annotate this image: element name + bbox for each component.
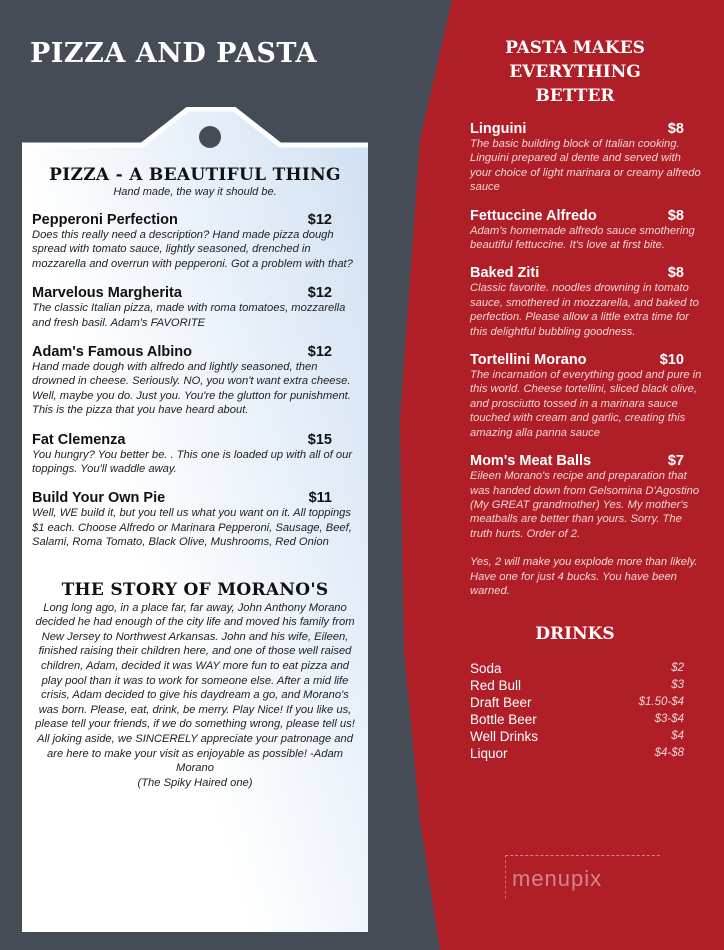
drink-price: $3 — [671, 679, 684, 692]
menu-item-header — [470, 208, 684, 224]
drink-row — [470, 660, 684, 677]
pasta-section — [470, 36, 702, 762]
menu-item — [470, 121, 702, 195]
menu-item-description: The basic building block of Italian cooking. Linguini prepared al dente and served with your choice of light marinara or creamy alfredo sauce — [470, 138, 701, 194]
menu-item-header — [470, 265, 684, 281]
menu-item-price: $12 — [307, 285, 332, 302]
drinks-heading: DRINKS — [535, 624, 615, 645]
pizza-subtitle: Hand made, the way it should be. — [113, 186, 277, 198]
drink-row — [470, 728, 684, 745]
menu-item-name: Linguini — [470, 121, 527, 137]
menu-item-price: $8 — [667, 207, 684, 224]
menu-item-description: Classic favorite. noodles drowning in tomato sauce, smothered in mozzarella, and baked to perfection. Please allow a little extra time for this delightful bubbling goodness. — [470, 282, 699, 338]
menu-item — [32, 490, 358, 549]
drink-name: Red Bull — [470, 678, 522, 694]
drink-name: Well Drinks — [470, 729, 539, 745]
menu-item-header — [32, 432, 332, 448]
story-signature: (The Spiky Haired one) — [137, 776, 253, 789]
menu-item-name: Tortellini Morano — [470, 352, 587, 369]
drink-name: Soda — [470, 661, 502, 677]
menu-item-name: Pepperoni Perfection — [32, 212, 178, 228]
menu-item-header — [32, 490, 332, 506]
menu-item-name: Adam's Famous Albino — [32, 344, 193, 361]
menu-item-price: $10 — [659, 352, 684, 369]
menu-item-name: Build Your Own Pie — [32, 490, 166, 507]
menu-item — [470, 352, 702, 440]
menu-item-name: Fat Clemenza — [32, 431, 126, 448]
drink-price: $4 — [671, 730, 684, 743]
menu-item-name: Marvelous Margherita — [32, 285, 182, 302]
drink-name: Bottle Beer — [470, 712, 537, 728]
menu-item-description: The classic Italian pizza, made with roma tomatoes, mozzarella and fresh basil. Adam's FAVORITE — [32, 302, 346, 329]
menu-item — [32, 344, 358, 418]
menu-item-name: Baked Ziti — [470, 265, 540, 282]
drink-row — [470, 745, 684, 762]
story-text: Long long ago, in a place far, far away, John Anthony Morano decided he had enough of the city life and moved his family from New Jersey to Northwest Arkansas. John and his wife, Eileen, finished raising their children here, and one of those well raised children, Adam, decided it was WAY more fun to eat pizza and play pool than it was to work for someone else. After a mid life crisis, Adam decided to give his daydream a go, and Morano's was born. Please, eat, drink, be merry. Play Nice! If you like us, please tell your friends, if we do something wrong, please tell us! All joking aside, we SINCERELY appreciate your patronage and are here to make your visit as enjoyable as possible! -Adam Morano — [35, 601, 355, 775]
menu-item — [470, 208, 702, 253]
menu-item — [470, 265, 702, 339]
menu-item — [32, 212, 358, 271]
drink-row — [470, 694, 684, 711]
menu-item-description: You hungry? You better be. . This one is loaded up with all of our toppings. You'll waddle away. — [32, 448, 353, 476]
drink-price: $3-$4 — [654, 713, 684, 726]
menu-item-description: Eileen Morano's recipe and preparation that was handed down from Gelsomina D'Agostino (My GREAT grandmother) Yes. My mother's meatballs are better than yours. Sorry. The truth hurts. Order of 2. — [470, 470, 700, 540]
menu-item-header — [32, 344, 332, 360]
menu-item-name: Fettuccine Alfredo — [470, 207, 597, 224]
page-title: PIZZA AND PASTA — [30, 38, 317, 69]
menu-item-description: The incarnation of everything good and pure in this world. Cheese tortellini, sliced black olive, and prosciutto tossed in a marinara sauce touched with cream and garlic, creating this amazing alla panna sauce — [470, 369, 702, 439]
menu-item — [32, 285, 358, 330]
menu-item-header — [32, 212, 332, 228]
drink-price: $4-$8 — [654, 747, 684, 760]
menu-item-price: $8 — [667, 121, 684, 137]
pizza-card — [22, 107, 368, 932]
menu-item-price: $7 — [667, 453, 684, 470]
story-heading: THE STORY OF MORANO'S — [61, 579, 329, 600]
menu-item — [32, 432, 358, 477]
menu-item-header — [470, 121, 684, 137]
drink-name: Liquor — [470, 746, 508, 762]
menu-item-header — [32, 285, 332, 301]
drink-row — [470, 677, 684, 694]
menu-item-name: Mom's Meat Balls — [470, 453, 592, 470]
menu-item-description: Hand made dough with alfredo and lightly seasoned, then drowned in cheese. Seriously. NO, you won't want extra cheese. Well, maybe you do. Just you. You're the glutton for punishment. This is the pizza that you have heard about. — [32, 361, 351, 417]
menu-item-price: $11 — [308, 490, 332, 507]
menu-item-price: $12 — [307, 344, 332, 361]
menu-item-price: $8 — [667, 265, 684, 282]
drink-price: $1.50-$4 — [638, 696, 684, 709]
menu-item-description: Adam's homemade alfredo sauce smothering beautiful fettuccine. It's love at first bite. — [470, 224, 695, 252]
menu-item-header — [470, 352, 684, 368]
menu-item — [470, 453, 702, 598]
menu-item-header — [470, 453, 684, 469]
menu-item-note: Yes, 2 will make you explode more than likely. Have one for just 4 bucks. You have been warned. — [470, 556, 698, 597]
drink-price: $2 — [671, 662, 684, 675]
drink-row — [470, 711, 684, 728]
menu-item-description: Does this really need a description? Hand made pizza dough spread with tomato sauce, lightly seasoned, drenched in mozzarella and overrun with pepperoni. Got a problem with that? — [32, 229, 353, 270]
menu-item-price: $12 — [307, 212, 332, 228]
pizza-heading: PIZZA - A BEAUTIFUL THING — [49, 165, 341, 185]
pasta-heading: PASTA MAKES EVERYTHING BETTER — [505, 38, 645, 106]
menu-item-description: Well, WE build it, but you tell us what you want on it. All toppings $1 each. Choose Alfredo or Marinara Pepperoni, Sausage, Beef, Salami, Roma Tomato, Black Olive, Mushrooms, Red Onion — [32, 507, 352, 549]
drink-name: Draft Beer — [470, 695, 532, 711]
menupix-watermark: menupix — [505, 855, 660, 899]
menu-item-price: $15 — [307, 431, 332, 448]
